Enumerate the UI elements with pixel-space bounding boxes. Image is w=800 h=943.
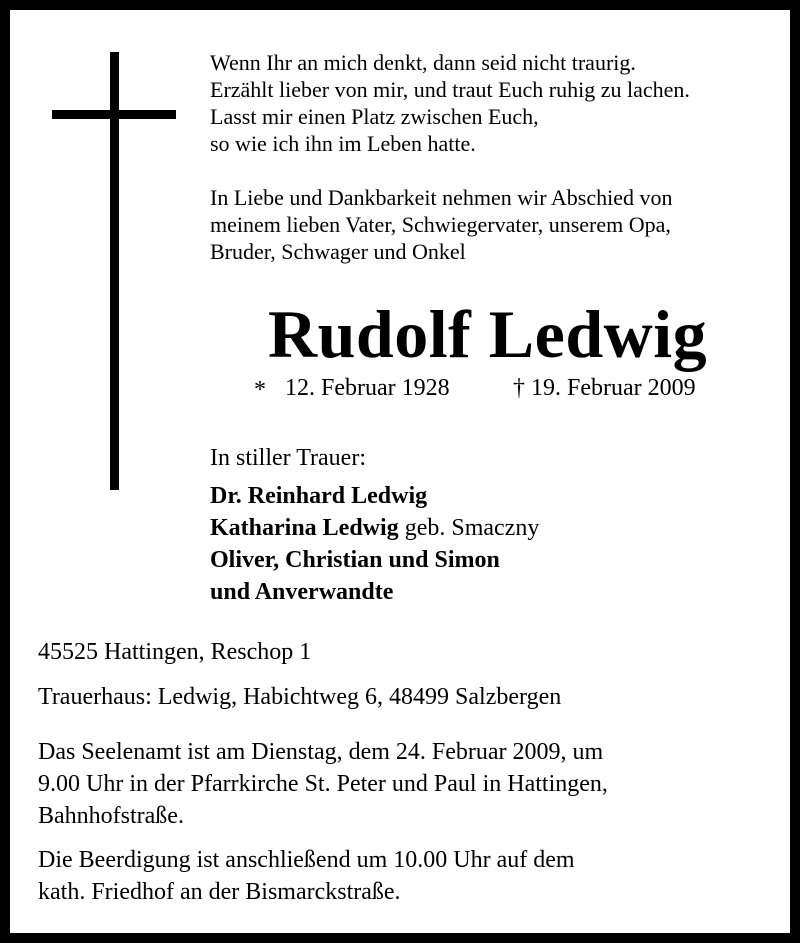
mourner-name: Dr. Reinhard Ledwig bbox=[210, 483, 428, 509]
poem-line: so wie ich ihn im Leben hatte. bbox=[210, 131, 476, 156]
address: 45525 Hattingen, Reschop 1 bbox=[38, 639, 312, 665]
poem-line: Wenn Ihr an mich denkt, dann seid nicht traurig. bbox=[210, 50, 636, 75]
intro-line: In Liebe und Dankbarkeit nehmen wir Abschied von bbox=[210, 185, 673, 210]
beerdigung-line: kath. Friedhof an der Bismarckstraße. bbox=[38, 879, 401, 905]
death-date: † 19. Februar 2009 bbox=[513, 375, 696, 401]
trauerhaus-address: Trauerhaus: Ledwig, Habichtweg 6, 48499 Salzbergen bbox=[38, 684, 562, 710]
mourner-name bbox=[210, 514, 539, 542]
seelenamt-line: Das Seelenamt ist am Dienstag, dem 24. Februar 2009, um bbox=[38, 739, 604, 765]
cross-icon-bar bbox=[52, 110, 176, 119]
mourner-name: und Anverwandte bbox=[210, 579, 394, 605]
birth-date: 12. Februar 1928 bbox=[285, 375, 450, 401]
intro-line: meinem lieben Vater, Schwiegervater, unserem Opa, bbox=[210, 212, 671, 237]
seelenamt-line: 9.00 Uhr in der Pfarrkirche St. Peter und Paul in Hattingen, bbox=[38, 771, 608, 797]
beerdigung-line: Die Beerdigung ist anschließend um 10.00 Uhr auf dem bbox=[38, 847, 575, 873]
mourner-birth-name: geb. Smaczny bbox=[398, 515, 540, 541]
mourner-name-bold: Katharina Ledwig bbox=[210, 515, 399, 541]
poem-line: Lasst mir einen Platz zwischen Euch, bbox=[210, 104, 539, 129]
deceased-name: Rudolf Ledwig bbox=[268, 296, 708, 372]
seelenamt-line: Bahnhofstraße. bbox=[38, 803, 184, 829]
birth-symbol: * bbox=[254, 377, 266, 403]
mourners-intro: In stiller Trauer: bbox=[210, 445, 366, 471]
intro-line: Bruder, Schwager und Onkel bbox=[210, 239, 466, 264]
poem-line: Erzählt lieber von mir, und traut Euch ruhig zu lachen. bbox=[210, 77, 690, 102]
mourner-name: Oliver, Christian und Simon bbox=[210, 547, 500, 573]
